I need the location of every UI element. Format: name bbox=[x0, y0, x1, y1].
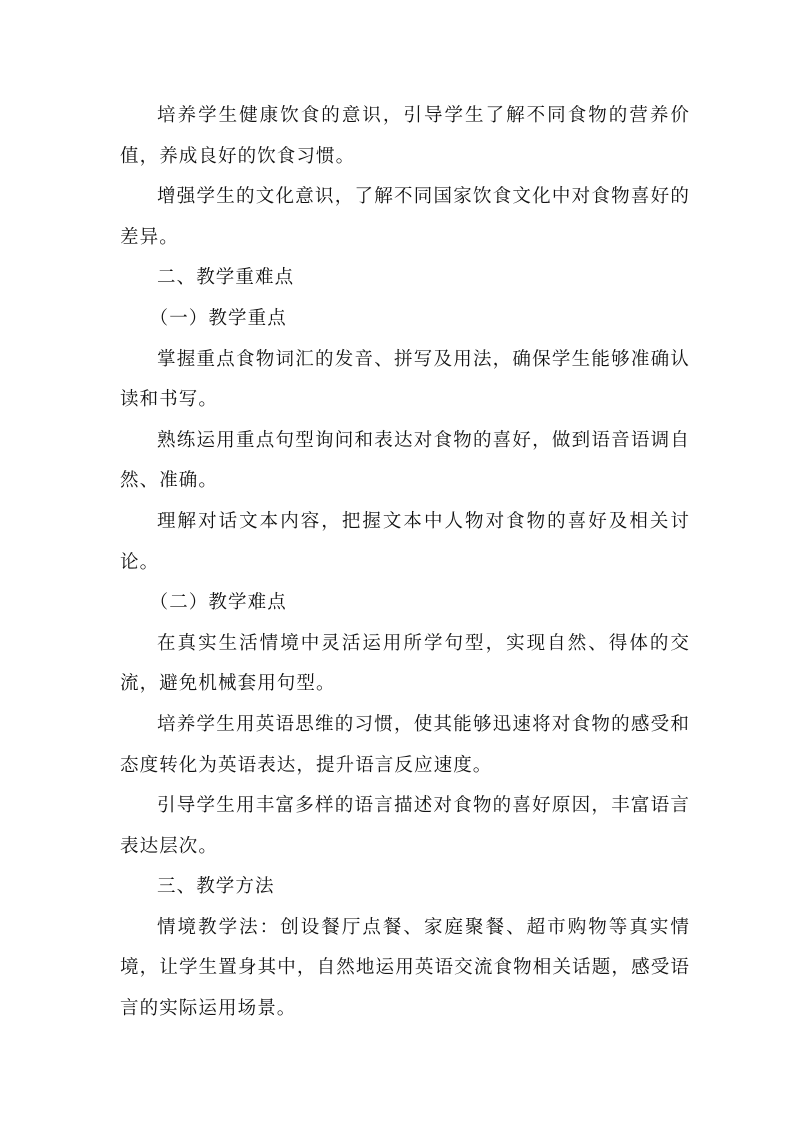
paragraph-health-awareness: 培养学生健康饮食的意识，引导学生了解不同食物的营养价值，养成良好的饮食习惯。 bbox=[120, 105, 690, 167]
paragraph-dialogue-comprehension: 理解对话文本内容，把握文本中人物对食物的喜好及相关讨论。 bbox=[120, 510, 690, 573]
paragraph-cultural-awareness: 增强学生的文化意识，了解不同国家饮食文化中对食物喜好的差异。 bbox=[120, 186, 690, 248]
paragraph-sentence-patterns: 熟练运用重点句型询问和表达对食物的喜好，做到语音语调自然、准确。 bbox=[120, 429, 690, 492]
paragraph-situational-teaching: 情境教学法：创设餐厅点餐、家庭聚餐、超市购物等真实情境，让学生置身其中，自然地运用英语交流食物相关话题，感受语言的实际运用场景。 bbox=[120, 916, 690, 1020]
section-heading-methods: 三、教学方法 bbox=[157, 876, 275, 898]
document-body bbox=[120, 96, 690, 1030]
paragraph-english-thinking: 培养学生用英语思维的习惯，使其能够迅速将对食物的感受和态度转化为英语表达，提升语言反应速度。 bbox=[120, 713, 690, 776]
paragraph-rich-expression: 引导学生用丰富多样的语言描述对食物的喜好原因，丰富语言表达层次。 bbox=[120, 795, 690, 857]
paragraph-real-context: 在真实生活情境中灵活运用所学句型，实现自然、得体的交流，避免机械套用句型。 bbox=[120, 632, 690, 695]
subheading-teaching-focus: （一）教学重点 bbox=[149, 307, 287, 329]
subheading-teaching-difficulty: （二）教学难点 bbox=[149, 592, 287, 614]
section-heading-key-points: 二、教学重难点 bbox=[157, 267, 295, 289]
paragraph-vocabulary: 掌握重点食物词汇的发音、拼写及用法，确保学生能够准确认读和书写。 bbox=[120, 348, 690, 411]
